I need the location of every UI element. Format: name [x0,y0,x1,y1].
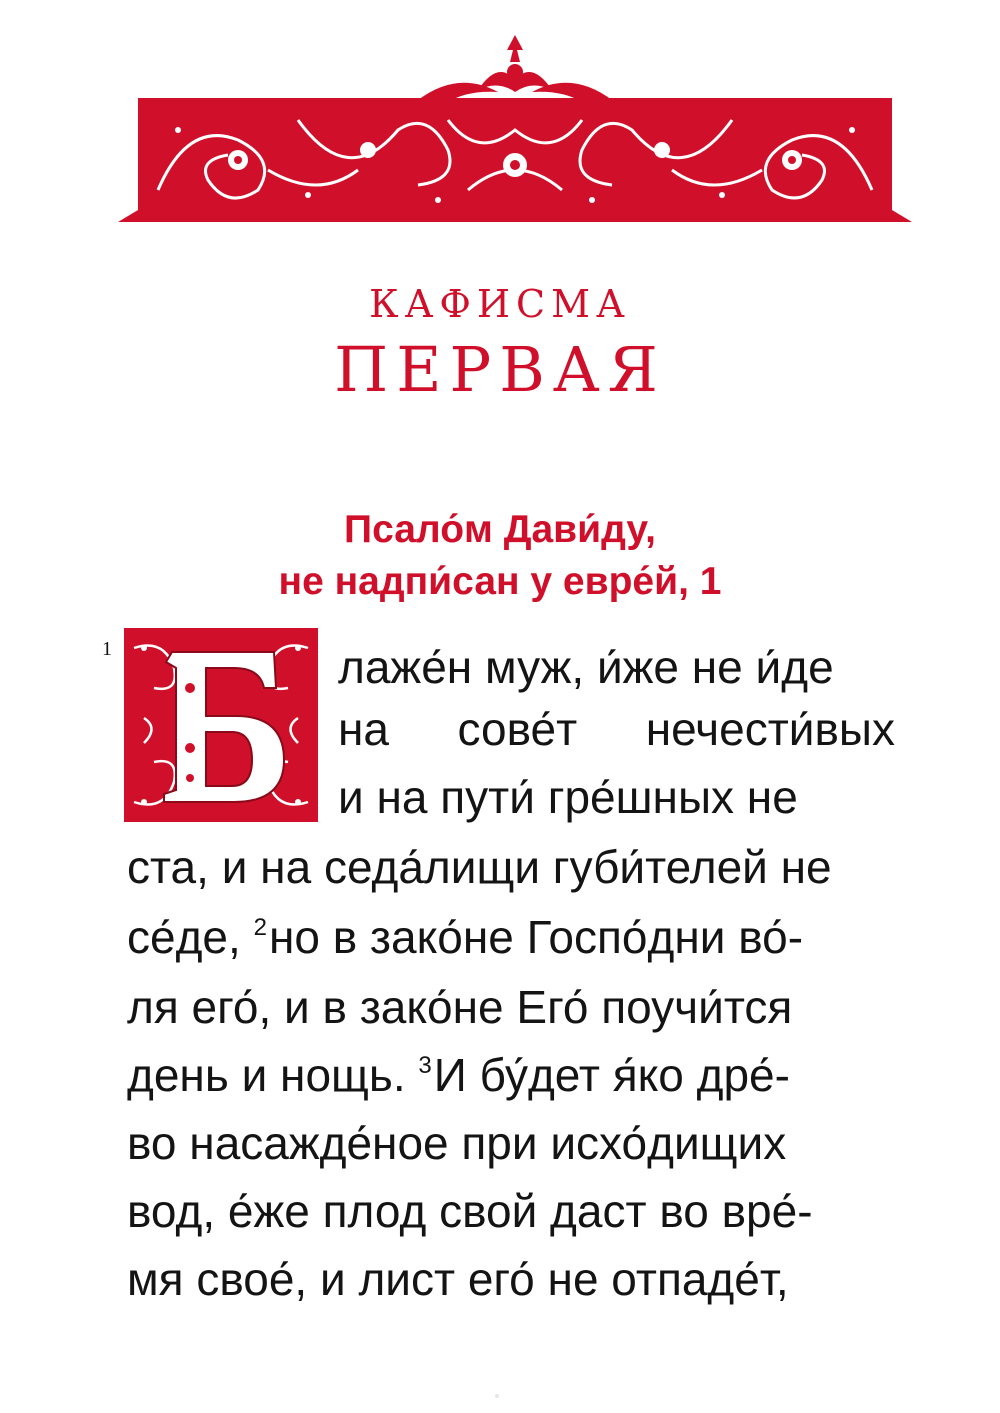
text-span: нечести́вых [645,703,895,755]
verse-number: 2 [253,914,267,941]
text-line [338,702,895,756]
kathisma-label: КАФИСМА [369,282,631,326]
text-line [127,1184,813,1238]
text-span: ля его́, и в зако́не Его́ поучи́тся [127,981,793,1033]
kathisma-number: ПЕРВАЯ [334,333,666,406]
verse-number-1: 1 [102,638,112,660]
text-span: вод, е́же плод свой даст во вре́- [127,1185,813,1237]
text-line [338,640,834,694]
psalm-title-line1: Псало́м Дави́ду, [344,508,656,551]
verse-number: 3 [418,1052,432,1079]
text-span: мя свое́, и лист его́ не отпаде́т, [127,1253,789,1305]
text-span: день и нощь. [127,1049,419,1101]
psalm-title-line2: не надпи́сан у евре́й, 1 [278,560,722,603]
text-line [127,980,792,1034]
text-span: ста, и на седа́лищи губи́телей не [127,841,832,893]
text-span: и на пути́ гре́шных не [338,771,798,823]
text-line [127,840,832,894]
text-line [127,1048,790,1102]
text-line [338,770,798,824]
scan-speck [495,1394,499,1398]
text-span: И бу́дет я́ко дре́- [433,1049,790,1101]
text-span: лаже́н муж, и́же не и́де [338,641,834,693]
text-span: се́де, [127,911,254,963]
text-line [127,1116,786,1170]
text-span: но в зако́не Госпо́дни во́- [268,911,804,963]
text-span: на [338,703,389,755]
text-line [127,910,803,964]
text-span: сове́т [457,703,578,755]
text-line [127,1252,789,1306]
text-span: во насажде́ное при исхо́дищих [127,1117,787,1169]
